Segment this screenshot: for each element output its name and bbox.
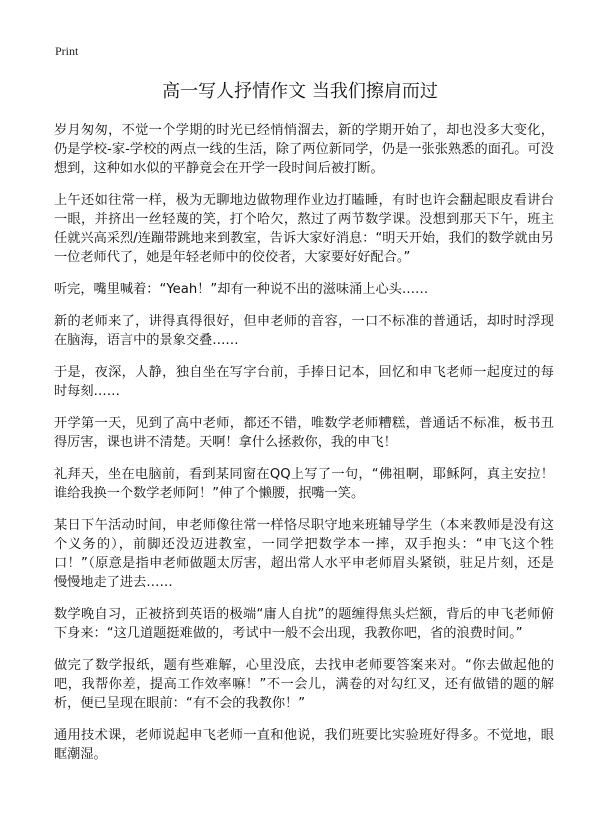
paragraph: 通用技术课，老师说起申飞老师一直和他说，我们班要比实验班好得多。不觉地，眼眶潮湿。	[54, 728, 554, 762]
paragraph: 开学第一天，见到了高中老师，都还不错，唯数学老师糟糕，普通话不标准，板书丑得厉害，课也讲不清楚。天啊！拿什么拯救你，我的申飞！	[54, 416, 554, 450]
paragraph: 数学晚自习，正被挤到英语的极端“庸人自扰”的题缠得焦头烂额，背后的申飞老师俯下身来：“这几道题挺难做的，考试中一般不会出现，我教你吧，省的浪费时间。”	[54, 607, 554, 641]
paragraph: 某日下午活动时间，申老师像往常一样恪尽职守地来班辅导学生（本来教师是没有这个义务的），前脚还没迈进教室，一同学把数学本一摔，双手抱头：“申飞这个牲口！”（原意是指申老师做题太厉害，超出常人水平申老师眉头紧锁，驻足片刻，还是慢慢地走了进去……	[54, 518, 554, 590]
paragraph: 做完了数学报纸，题有些难解，心里没底，去找申老师要答案来对。“你去做起他的吧，我帮你差，提高工作效率嘛！”不一会儿，满卷的对勾红叉，还有做错的题的解析，便已呈现在眼前：“有不会的我教你！”	[54, 658, 554, 711]
article-body	[54, 121, 554, 777]
paragraph: 上午还如往常一样，极为无聊地边做物理作业边打瞌睡，有时也许会翻起眼皮看讲台一眼，并挤出一丝轻蔑的笑，打个哈欠，熬过了两节数学课。没想到那天下午，班主任就兴高采烈/连蹦带跳地来到教室，告诉大家好消息：“明天开始，我们的数学就由另一位老师代了，她是年轻老师中的佼佼者，大家要好好配合。”	[54, 193, 554, 265]
paragraph: 听完，嘴里喊着：“Yeah！”却有一种说不出的滋味涌上心头……	[54, 282, 429, 297]
paragraph: 新的老师来了，讲得真得很好，但申老师的音容，一口不标准的普通话，却时时浮现在脑海，语言中的景象交叠……	[54, 314, 554, 348]
paragraph: 岁月匆匆，不觉一个学期的时光已经悄悄溜去，新的学期开始了，却也没多大变化，仍是学校-家-学校的两点一线的生活，除了两位新同学，仍是一张张熟悉的面孔。可没想到，这种如水似的平静竟会在开学一段时间后被打断。	[54, 123, 554, 176]
article-title: 高一写人抒情作文 当我们擦肩而过	[162, 81, 438, 102]
paragraph: 礼拜天，坐在电脑前，看到某同窗在QQ上写了一句，“佛祖啊，耶稣阿，真主安拉！谁给我换一个数学老师阿！”伸了个懒腰，抿嘴一笑。	[54, 467, 554, 501]
print-link[interactable]: Print	[55, 44, 79, 58]
paragraph: 于是，夜深，人静，独自坐在写字台前，手捧日记本，回忆和申飞老师一起度过的每时每刻……	[54, 365, 554, 399]
